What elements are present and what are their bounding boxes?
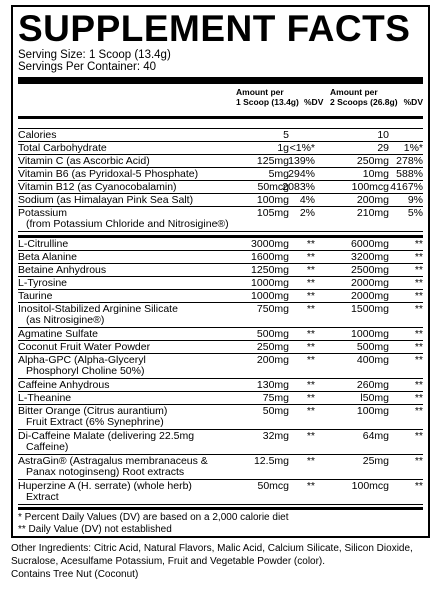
dv-per-2-scoops: **: [414, 290, 423, 302]
dv-per-scoop: **: [306, 264, 315, 276]
row-name: Sodium (as Himalayan Pink Sea Salt): [18, 194, 194, 206]
amount-per-2-scoops: 2000mg: [351, 277, 389, 289]
row-name-continued: (as Nitrosigine®): [26, 314, 105, 326]
row-name: Coconut Fruit Water Powder: [18, 341, 151, 353]
row-name: Vitamin B12 (as Cyanocobalamin): [18, 181, 177, 193]
dv-per-2-scoops: 9%: [407, 194, 423, 206]
row-name: L-Theanine: [18, 392, 72, 404]
dv-per-scoop: **: [306, 277, 315, 289]
amount-per-2-scoops: 10mg: [362, 168, 389, 180]
amount-per-scoop: 125mg: [256, 155, 289, 167]
amount-per-scoop: 200mg: [256, 354, 289, 366]
nutrient-row: [18, 129, 423, 142]
amount-per-2-scoops: l50mg: [360, 392, 389, 404]
amount-per-2-scoops: 250mg: [356, 155, 389, 167]
amount-per-scoop: 50mcg: [257, 181, 289, 193]
dv-per-scoop: **: [306, 430, 315, 442]
other-ingredients: [11, 542, 431, 581]
row-name: Total Carbohydrate: [18, 142, 107, 154]
row-name: Taurine: [18, 290, 53, 302]
row-name: AstraGin® (Astragalus membranaceus &: [18, 455, 208, 467]
amount-per-scoop: 5: [283, 129, 289, 141]
row-name: Vitamin B6 (as Pyridoxal-5 Phosphate): [18, 168, 199, 180]
amount-per-scoop: 5mg: [268, 168, 289, 180]
dv-per-2-scoops: **: [414, 303, 423, 315]
row-name: Vitamin C (as Ascorbic Acid): [18, 155, 150, 167]
dv-per-scoop: **: [306, 328, 315, 340]
amount-per-scoop: 75mg: [262, 392, 289, 404]
row-name: Di-Caffeine Malate (delivering 22.5mg: [18, 430, 195, 442]
dv-per-scoop: 4%: [299, 194, 315, 206]
dv-per-2-scoops: 588%: [396, 168, 423, 180]
dv-per-scoop: 2%: [299, 207, 315, 219]
dv-per-2-scoops: **: [414, 392, 423, 404]
amount-per-2-scoops: 260mg: [356, 379, 389, 391]
ingredient-row: [18, 341, 423, 354]
amount-per-2-scoops: 100mcg: [351, 181, 389, 193]
dv-per-scoop: **: [306, 405, 315, 417]
amount-per-scoop: 1250mg: [251, 264, 289, 276]
ingredient-row: [18, 290, 423, 303]
dv-per-2-scoops: 1%*: [403, 142, 423, 154]
amount-per-scoop: 32mg: [262, 430, 289, 442]
amount-per-2-scoops: 25mg: [362, 455, 389, 467]
dv-per-scoop: **: [306, 303, 315, 315]
ingredient-row: [18, 405, 423, 430]
row-name: L-Citrulline: [18, 238, 69, 250]
amount-per-scoop: 1000mg: [251, 290, 289, 302]
dv-per-scoop: **: [306, 480, 315, 492]
dv-per-2-scoops: 4167%: [390, 181, 423, 193]
amount-per-2-scoops: 6000mg: [351, 238, 389, 250]
row-name: Alpha-GPC (Alpha-Glyceryl: [18, 354, 146, 366]
footnote-dv: * Percent Daily Values (DV) are based on a 2,000 calorie diet: [18, 512, 289, 523]
ingredient-row: [18, 480, 423, 505]
dv-per-scoop: **: [306, 238, 315, 250]
row-name-continued: (from Potassium Chloride and Nitrosigine®): [26, 218, 229, 230]
amount-per-2-scoops: 100mg: [356, 405, 389, 417]
dv-per-2-scoops: **: [414, 430, 423, 442]
dv-per-2-scoops: 5%: [407, 207, 423, 219]
dv-per-2-scoops: **: [414, 251, 423, 263]
allergen-statement: Contains Tree Nut (Coconut): [11, 569, 139, 580]
amount-per-scoop: 1g: [277, 142, 289, 154]
dv-per-scoop: **: [306, 251, 315, 263]
col1-header-line2: 1 Scoop (13.4g): [236, 97, 299, 107]
dv-per-scoop: 294%: [288, 168, 315, 180]
row-name-continued: Panax notoginseng) Root extracts: [26, 466, 185, 478]
dv-per-scoop: **: [306, 392, 315, 404]
nutrient-row: [18, 181, 423, 194]
col4-header: %DV: [403, 97, 423, 107]
nutrient-row: [18, 168, 423, 181]
row-name-continued: Caffeine): [26, 441, 69, 453]
row-name-continued: Fruit Extract (6% Synephrine): [26, 416, 164, 428]
amount-per-scoop: 250mg: [256, 341, 289, 353]
dv-per-2-scoops: **: [414, 480, 423, 492]
row-name: Calories: [18, 129, 57, 141]
thick-divider: [18, 77, 423, 84]
row-name: Beta Alanine: [18, 251, 77, 263]
row-name-continued: Phosphoryl Choline 50%): [26, 365, 145, 377]
dv-per-scoop: **: [306, 290, 315, 302]
amount-per-scoop: 12.5mg: [253, 455, 289, 467]
nutrient-list: [18, 129, 423, 232]
dv-per-scoop: **: [306, 354, 315, 366]
ingredient-row: [18, 379, 423, 392]
column-header: [18, 84, 423, 116]
ingredient-row: [18, 328, 423, 341]
dv-per-2-scoops: **: [414, 405, 423, 417]
dv-per-2-scoops: **: [414, 354, 423, 366]
amount-per-scoop: 105mg: [256, 207, 289, 219]
ingredient-list: [18, 238, 423, 505]
dv-per-scoop: <1%*: [289, 142, 315, 154]
amount-per-2-scoops: 3200mg: [351, 251, 389, 263]
amount-per-2-scoops: 500mg: [356, 341, 389, 353]
col3-header-line1: Amount per: [330, 87, 378, 97]
row-name: Agmatine Sulfate: [18, 328, 98, 340]
ingredient-row: [18, 303, 423, 328]
row-name: Caffeine Anhydrous: [18, 379, 110, 391]
amount-per-2-scoops: 10: [377, 129, 389, 141]
nutrient-row: [18, 142, 423, 155]
dv-per-2-scoops: 278%: [396, 155, 423, 167]
amount-per-scoop: 130mg: [256, 379, 289, 391]
ingredient-row: [18, 392, 423, 405]
ingredient-row: [18, 251, 423, 264]
dv-per-2-scoops: **: [414, 238, 423, 250]
dv-per-scoop: 139%: [288, 155, 315, 167]
row-name: Bitter Orange (Citrus aurantium): [18, 405, 168, 417]
other-ingredients-text: Other Ingredients: Citric Acid, Natural Flavors, Malic Acid, Calcium Silicate, Silicon Dioxide, Sucralose, Acesulfame Potassium, Fruit and Vegetable Powder (color).: [11, 543, 413, 567]
amount-per-2-scoops: 64mg: [362, 430, 389, 442]
panel-title: SUPPLEMENT FACTS: [18, 8, 411, 49]
amount-per-scoop: 500mg: [256, 328, 289, 340]
amount-per-scoop: 1600mg: [251, 251, 289, 263]
col1-header-line1: Amount per: [236, 87, 284, 97]
ingredient-row: [18, 430, 423, 455]
amount-per-scoop: 750mg: [256, 303, 289, 315]
dv-per-scoop: **: [306, 455, 315, 467]
amount-per-2-scoops: 2500mg: [351, 264, 389, 276]
amount-per-2-scoops: 2000mg: [351, 290, 389, 302]
row-name: Huperzine A (H. serrate) (whole herb): [18, 480, 192, 492]
amount-per-2-scoops: 400mg: [356, 354, 389, 366]
amount-per-scoop: 1000mg: [251, 277, 289, 289]
serving-size: Serving Size: 1 Scoop (13.4g): [18, 49, 171, 61]
row-name: Inositol-Stabilized Arginine Silicate: [18, 303, 178, 315]
footnotes: [18, 510, 423, 536]
amount-per-scoop: 100mg: [256, 194, 289, 206]
amount-per-2-scoops: 200mg: [356, 194, 389, 206]
dv-per-2-scoops: **: [414, 328, 423, 340]
amount-per-scoop: 50mcg: [257, 480, 289, 492]
ingredient-row: [18, 238, 423, 251]
amount-per-2-scoops: 29: [377, 142, 389, 154]
row-name: Betaine Anhydrous: [18, 264, 107, 276]
dv-per-2-scoops: **: [414, 379, 423, 391]
dv-per-2-scoops: **: [414, 455, 423, 467]
ingredient-row: [18, 277, 423, 290]
ingredient-row: [18, 455, 423, 480]
footnote-not-established: ** Daily Value (DV) not established: [18, 524, 172, 535]
row-name-continued: Extract: [26, 491, 59, 503]
supplement-facts-panel: [11, 5, 430, 538]
servings-per-container: Servings Per Container: 40: [18, 61, 157, 73]
ingredient-row: [18, 264, 423, 277]
ingredient-row: [18, 354, 423, 379]
col3-header-line2: 2 Scoops (26.8g): [330, 97, 398, 107]
amount-per-2-scoops: 1500mg: [351, 303, 389, 315]
spacer: [18, 119, 423, 128]
amount-per-2-scoops: 210mg: [356, 207, 389, 219]
amount-per-scoop: 3000mg: [251, 238, 289, 250]
dv-per-2-scoops: **: [414, 264, 423, 276]
amount-per-scoop: 50mg: [262, 405, 289, 417]
nutrient-row: [18, 207, 423, 232]
dv-per-2-scoops: **: [414, 277, 423, 289]
dv-per-scoop: **: [306, 341, 315, 353]
nutrient-row: [18, 155, 423, 168]
col2-header: %DV: [304, 97, 324, 107]
amount-per-2-scoops: 1000mg: [351, 328, 389, 340]
dv-per-2-scoops: **: [414, 341, 423, 353]
nutrient-row: [18, 194, 423, 207]
amount-per-2-scoops: 100mcg: [351, 480, 389, 492]
row-name: Potassium: [18, 207, 68, 219]
dv-per-scoop: 2083%: [282, 181, 315, 193]
row-name: L-Tyrosine: [18, 277, 68, 289]
dv-per-scoop: **: [306, 379, 315, 391]
